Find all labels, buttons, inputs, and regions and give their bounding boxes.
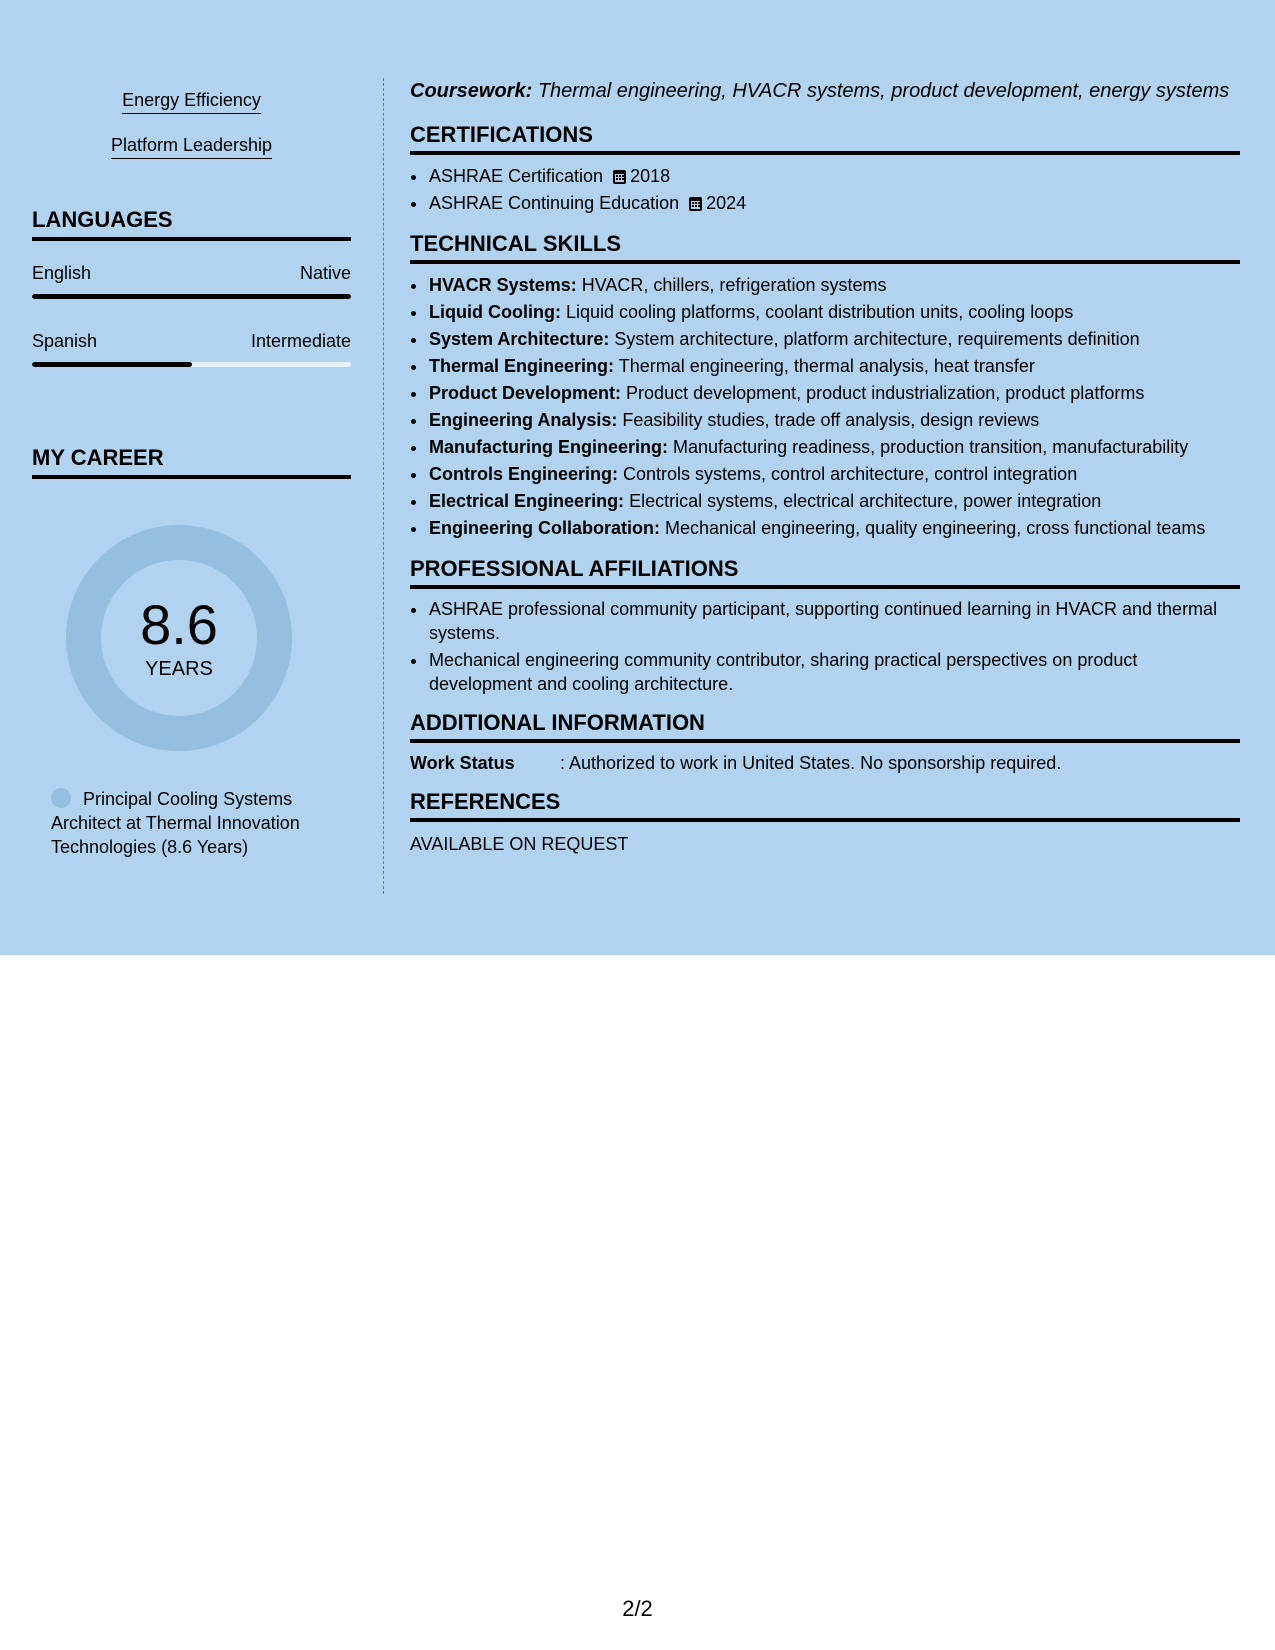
career-dot-icon [51, 788, 71, 808]
skill-item: • System Architecture: System architecture, platform architecture, requirements definition [428, 326, 1240, 353]
interest-item: Energy Efficiency [32, 88, 351, 114]
career-years-value: 8.6 [140, 593, 218, 656]
work-status-value: : Authorized to work in United States. No sponsorship required. [560, 753, 1062, 773]
affiliation-item: • ASHRAE professional community participant, supporting continued learning in HVACR and thermal systems. [428, 597, 1240, 645]
skill-item: • Engineering Analysis: Feasibility studies, trade off analysis, design reviews [428, 407, 1240, 434]
interest-item: Platform Leadership [32, 133, 351, 159]
coursework-label: Coursework: [410, 80, 533, 102]
certification-year: 2024 [706, 193, 747, 213]
column-divider [383, 78, 384, 894]
left-column [32, 78, 351, 859]
skill-item: • Manufacturing Engineering: Manufacturing readiness, production transition, manufacturability [428, 434, 1240, 461]
language-proficiency-bar [32, 294, 351, 299]
right-column [410, 78, 1240, 856]
language-name: English [32, 263, 92, 283]
skill-item: • HVACR Systems: HVACR, chillers, refrigeration systems [428, 272, 1240, 299]
language-proficiency-bar [32, 362, 351, 367]
career-years-donut [66, 525, 292, 751]
languages-heading: LANGUAGES [32, 207, 351, 241]
work-status-label: Work Status [410, 753, 515, 773]
affiliations-heading: PROFESSIONAL AFFILIATIONS [410, 556, 1240, 589]
skill-item: • Engineering Collaboration: Mechanical engineering, quality engineering, cross functional teams [428, 515, 1240, 542]
skill-item: • Controls Engineering: Controls systems, control architecture, control integration [428, 461, 1240, 488]
language-level: Native [299, 263, 351, 283]
career-entry [51, 787, 331, 859]
coursework-line [410, 78, 1240, 104]
coursework-text: Thermal engineering, HVACR systems, product development, energy systems [537, 80, 1230, 102]
certification-item: • ASHRAE Continuing Education 2024 [428, 190, 1240, 217]
language-proficiency-fill [32, 294, 351, 299]
additional-info-heading: ADDITIONAL INFORMATION [410, 710, 1240, 743]
language-level: Intermediate [250, 331, 351, 351]
skill-item: • Liquid Cooling: Liquid cooling platforms, coolant distribution units, cooling loops [428, 299, 1240, 326]
references-text: AVAILABLE ON REQUEST [410, 834, 629, 854]
language-row [32, 262, 351, 284]
technical-skills-heading: TECHNICAL SKILLS [410, 231, 1240, 264]
certification-year: 2018 [630, 166, 671, 186]
calendar-icon [689, 197, 702, 211]
career-entry-text: Principal Cooling Systems Architect at Thermal Innovation Technologies (8.6 Years) [51, 789, 300, 857]
language-name: Spanish [32, 331, 98, 351]
skill-item: • Thermal Engineering: Thermal engineering, thermal analysis, heat transfer [428, 353, 1240, 380]
skill-item: • Product Development: Product development, product industrialization, product platforms [428, 380, 1240, 407]
page-number: 2/2 [622, 1596, 653, 1621]
language-proficiency-fill [32, 362, 192, 367]
technical-skills-list [410, 272, 1240, 542]
certifications-heading: CERTIFICATIONS [410, 122, 1240, 155]
calendar-icon [613, 170, 626, 184]
affiliation-item: • Mechanical engineering community contributor, sharing practical perspectives on product development and cooling architecture. [428, 648, 1240, 696]
career-years-unit: YEARS [145, 658, 213, 680]
work-status-row [410, 751, 1240, 775]
affiliations-list [410, 597, 1240, 696]
skill-item: • Electrical Engineering: Electrical systems, electrical architecture, power integration [428, 488, 1240, 515]
references-heading: REFERENCES [410, 789, 1240, 822]
language-row [32, 330, 351, 352]
certification-item: • ASHRAE Certification 2018 [428, 163, 1240, 190]
certifications-list [410, 163, 1240, 217]
career-heading: MY CAREER [32, 445, 351, 479]
